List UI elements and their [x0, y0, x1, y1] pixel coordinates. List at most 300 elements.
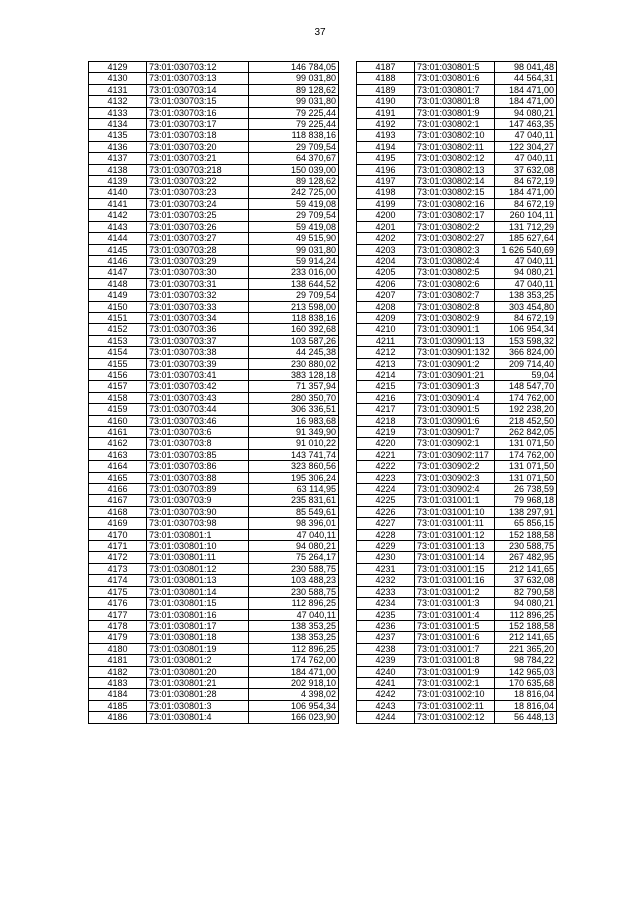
- value-cell: 64 370,67: [249, 153, 339, 164]
- cadastral-number-cell: 73:01:030801:4: [147, 712, 249, 723]
- cadastral-number-cell: 73:01:030703:90: [147, 506, 249, 517]
- cadastral-number-cell: 73:01:031001:6: [415, 632, 495, 643]
- row-number-cell: 4241: [357, 677, 415, 688]
- cadastral-number-cell: 73:01:031002:10: [415, 689, 495, 700]
- cadastral-number-cell: 73:01:030801:5: [415, 62, 495, 73]
- table-row: [357, 381, 557, 392]
- row-number-cell: 4170: [89, 529, 147, 540]
- cadastral-number-cell: 73:01:030703:13: [147, 73, 249, 84]
- table-row: [357, 62, 557, 73]
- value-cell: 212 141,65: [495, 632, 557, 643]
- value-cell: 85 549,61: [249, 506, 339, 517]
- table-row: [89, 575, 339, 586]
- value-cell: 112 896,25: [495, 609, 557, 620]
- value-cell: 174 762,00: [495, 392, 557, 403]
- cadastral-number-cell: 73:01:030703:21: [147, 153, 249, 164]
- value-cell: 267 482,95: [495, 552, 557, 563]
- row-number-cell: 4147: [89, 267, 147, 278]
- table-row: [89, 700, 339, 711]
- row-number-cell: 4166: [89, 484, 147, 495]
- value-cell: 212 141,65: [495, 563, 557, 574]
- value-cell: 131 071,50: [495, 472, 557, 483]
- row-number-cell: 4185: [89, 700, 147, 711]
- value-cell: 143 741,74: [249, 449, 339, 460]
- row-number-cell: 4162: [89, 438, 147, 449]
- cadastral-number-cell: 73:01:031001:7: [415, 643, 495, 654]
- cadastral-number-cell: 73:01:031001:11: [415, 518, 495, 529]
- row-number-cell: 4181: [89, 655, 147, 666]
- row-number-cell: 4138: [89, 164, 147, 175]
- row-number-cell: 4231: [357, 563, 415, 574]
- table-row: [357, 84, 557, 95]
- table-row: [89, 541, 339, 552]
- row-number-cell: 4150: [89, 301, 147, 312]
- row-number-cell: 4192: [357, 119, 415, 130]
- row-number-cell: 4145: [89, 244, 147, 255]
- value-cell: 49 515,90: [249, 233, 339, 244]
- value-cell: 131 071,50: [495, 461, 557, 472]
- table-row: [357, 620, 557, 631]
- table-row: [89, 666, 339, 677]
- value-cell: 89 128,62: [249, 176, 339, 187]
- row-number-cell: 4194: [357, 141, 415, 152]
- table-row: [357, 130, 557, 141]
- cadastral-number-cell: 73:01:030703:17: [147, 119, 249, 130]
- row-number-cell: 4186: [89, 712, 147, 723]
- table-row: [89, 312, 339, 323]
- cadastral-number-cell: 73:01:030902:2: [415, 461, 495, 472]
- value-cell: 94 080,21: [495, 598, 557, 609]
- value-cell: 98 784,22: [495, 655, 557, 666]
- row-number-cell: 4180: [89, 643, 147, 654]
- row-number-cell: 4193: [357, 130, 415, 141]
- cadastral-number-cell: 73:01:030802:5: [415, 267, 495, 278]
- table-row: [357, 506, 557, 517]
- table-row: [357, 244, 557, 255]
- value-cell: 138 353,25: [249, 620, 339, 631]
- value-cell: 153 598,32: [495, 335, 557, 346]
- row-number-cell: 4173: [89, 563, 147, 574]
- table-row: [357, 164, 557, 175]
- cadastral-number-cell: 73:01:030802:10: [415, 130, 495, 141]
- table-row: [89, 632, 339, 643]
- cadastral-number-cell: 73:01:031001:8: [415, 655, 495, 666]
- row-number-cell: 4175: [89, 586, 147, 597]
- value-cell: 118 838,16: [249, 130, 339, 141]
- row-number-cell: 4201: [357, 221, 415, 232]
- value-cell: 160 392,68: [249, 324, 339, 335]
- value-cell: 63 114,95: [249, 484, 339, 495]
- value-cell: 209 714,40: [495, 358, 557, 369]
- row-number-cell: 4168: [89, 506, 147, 517]
- row-number-cell: 4223: [357, 472, 415, 483]
- row-number-cell: 4203: [357, 244, 415, 255]
- table-row: [89, 358, 339, 369]
- table-row: [89, 495, 339, 506]
- table-row: [89, 620, 339, 631]
- row-number-cell: 4234: [357, 598, 415, 609]
- row-number-cell: 4177: [89, 609, 147, 620]
- value-cell: 1 626 540,69: [495, 244, 557, 255]
- table-row: [89, 119, 339, 130]
- value-cell: 99 031,80: [249, 96, 339, 107]
- row-number-cell: 4140: [89, 187, 147, 198]
- cadastral-number-cell: 73:01:030703:38: [147, 347, 249, 358]
- table-row: [357, 712, 557, 723]
- value-cell: 89 128,62: [249, 84, 339, 95]
- table-row: [89, 643, 339, 654]
- row-number-cell: 4206: [357, 278, 415, 289]
- cadastral-number-cell: 73:01:030802:27: [415, 233, 495, 244]
- table-row: [357, 689, 557, 700]
- cadastral-number-cell: 73:01:030801:18: [147, 632, 249, 643]
- cadastral-number-cell: 73:01:030902:3: [415, 472, 495, 483]
- cadastral-number-cell: 73:01:030801:10: [147, 541, 249, 552]
- row-number-cell: 4202: [357, 233, 415, 244]
- row-number-cell: 4182: [89, 666, 147, 677]
- table-row: [357, 278, 557, 289]
- value-cell: 152 188,58: [495, 620, 557, 631]
- row-number-cell: 4149: [89, 290, 147, 301]
- row-number-cell: 4217: [357, 404, 415, 415]
- table-row: [89, 552, 339, 563]
- value-cell: 44 564,31: [495, 73, 557, 84]
- cadastral-number-cell: 73:01:030801:1: [147, 529, 249, 540]
- cadastral-number-cell: 73:01:031001:5: [415, 620, 495, 631]
- table-row: [357, 312, 557, 323]
- row-number-cell: 4207: [357, 290, 415, 301]
- cadastral-number-cell: 73:01:030802:12: [415, 153, 495, 164]
- table-row: [89, 347, 339, 358]
- table-row: [89, 484, 339, 495]
- value-cell: 47 040,11: [249, 609, 339, 620]
- row-number-cell: 4188: [357, 73, 415, 84]
- cadastral-number-cell: 73:01:030703:218: [147, 164, 249, 175]
- table-row: [357, 598, 557, 609]
- value-cell: 29 709,54: [249, 141, 339, 152]
- table-row: [357, 210, 557, 221]
- value-cell: 147 463,35: [495, 119, 557, 130]
- cadastral-number-cell: 73:01:030801:3: [147, 700, 249, 711]
- row-number-cell: 4232: [357, 575, 415, 586]
- cadastral-number-cell: 73:01:031002:12: [415, 712, 495, 723]
- row-number-cell: 4133: [89, 107, 147, 118]
- row-number-cell: 4163: [89, 449, 147, 460]
- cadastral-number-cell: 73:01:030703:30: [147, 267, 249, 278]
- row-number-cell: 4225: [357, 495, 415, 506]
- value-cell: 56 448,13: [495, 712, 557, 723]
- row-number-cell: 4131: [89, 84, 147, 95]
- cadastral-number-cell: 73:01:030703:25: [147, 210, 249, 221]
- value-cell: 59 419,08: [249, 198, 339, 209]
- table-row: [357, 438, 557, 449]
- row-number-cell: 4230: [357, 552, 415, 563]
- table-row: [89, 518, 339, 529]
- cadastral-number-cell: 73:01:030802:9: [415, 312, 495, 323]
- value-cell: 82 790,58: [495, 586, 557, 597]
- value-cell: 84 672,19: [495, 176, 557, 187]
- value-cell: 59 419,08: [249, 221, 339, 232]
- cadastral-number-cell: 73:01:030703:88: [147, 472, 249, 483]
- cadastral-number-cell: 73:01:030801:19: [147, 643, 249, 654]
- table-row: [89, 198, 339, 209]
- row-number-cell: 4226: [357, 506, 415, 517]
- cadastral-number-cell: 73:01:030703:8: [147, 438, 249, 449]
- row-number-cell: 4191: [357, 107, 415, 118]
- value-cell: 29 709,54: [249, 210, 339, 221]
- cadastral-number-cell: 73:01:030801:17: [147, 620, 249, 631]
- cadastral-number-cell: 73:01:030802:16: [415, 198, 495, 209]
- row-number-cell: 4200: [357, 210, 415, 221]
- cadastral-number-cell: 73:01:030801:6: [415, 73, 495, 84]
- cadastral-number-cell: 73:01:030801:16: [147, 609, 249, 620]
- cadastral-number-cell: 73:01:030801:9: [415, 107, 495, 118]
- value-cell: 138 353,25: [249, 632, 339, 643]
- cadastral-number-cell: 73:01:030703:29: [147, 255, 249, 266]
- cadastral-number-cell: 73:01:030703:24: [147, 198, 249, 209]
- row-number-cell: 4157: [89, 381, 147, 392]
- row-number-cell: 4199: [357, 198, 415, 209]
- row-number-cell: 4215: [357, 381, 415, 392]
- row-number-cell: 4184: [89, 689, 147, 700]
- row-number-cell: 4197: [357, 176, 415, 187]
- table-row: [89, 506, 339, 517]
- cadastral-number-cell: 73:01:030901:6: [415, 415, 495, 426]
- table-row: [89, 96, 339, 107]
- table-row: [357, 107, 557, 118]
- table-row: [89, 267, 339, 278]
- table-row: [357, 472, 557, 483]
- cadastral-number-cell: 73:01:031001:1: [415, 495, 495, 506]
- row-number-cell: 4155: [89, 358, 147, 369]
- value-cell: 184 471,00: [249, 666, 339, 677]
- value-cell: 47 040,11: [495, 278, 557, 289]
- table-row: [357, 609, 557, 620]
- cadastral-number-cell: 73:01:030703:89: [147, 484, 249, 495]
- value-cell: 79 225,44: [249, 107, 339, 118]
- table-row: [357, 655, 557, 666]
- cadastral-number-cell: 73:01:031001:16: [415, 575, 495, 586]
- value-cell: 4 398,02: [249, 689, 339, 700]
- row-number-cell: 4233: [357, 586, 415, 597]
- cadastral-number-cell: 73:01:030703:20: [147, 141, 249, 152]
- row-number-cell: 4159: [89, 404, 147, 415]
- table-row: [357, 700, 557, 711]
- row-number-cell: 4198: [357, 187, 415, 198]
- table-row: [89, 153, 339, 164]
- cadastral-number-cell: 73:01:030802:8: [415, 301, 495, 312]
- value-cell: 131 712,29: [495, 221, 557, 232]
- row-number-cell: 4190: [357, 96, 415, 107]
- cadastral-number-cell: 73:01:030901:13: [415, 335, 495, 346]
- table-row: [89, 677, 339, 688]
- cadastral-number-cell: 73:01:031001:13: [415, 541, 495, 552]
- value-cell: 18 816,04: [495, 700, 557, 711]
- row-number-cell: 4179: [89, 632, 147, 643]
- value-cell: 91 010,22: [249, 438, 339, 449]
- table-row: [89, 563, 339, 574]
- cadastral-number-cell: 73:01:030802:1: [415, 119, 495, 130]
- row-number-cell: 4219: [357, 427, 415, 438]
- cadastral-number-cell: 73:01:030703:31: [147, 278, 249, 289]
- cadastral-number-cell: 73:01:030703:43: [147, 392, 249, 403]
- row-number-cell: 4209: [357, 312, 415, 323]
- table-row: [357, 404, 557, 415]
- cadastral-number-cell: 73:01:030802:11: [415, 141, 495, 152]
- value-cell: 383 128,18: [249, 369, 339, 380]
- row-number-cell: 4208: [357, 301, 415, 312]
- cadastral-number-cell: 73:01:030901:21: [415, 369, 495, 380]
- cadastral-number-cell: 73:01:030703:85: [147, 449, 249, 460]
- value-cell: 262 842,05: [495, 427, 557, 438]
- value-cell: 47 040,11: [495, 153, 557, 164]
- value-cell: 184 471,00: [495, 96, 557, 107]
- table-row: [357, 335, 557, 346]
- value-cell: 37 632,08: [495, 575, 557, 586]
- row-number-cell: 4136: [89, 141, 147, 152]
- row-number-cell: 4237: [357, 632, 415, 643]
- value-cell: 166 023,90: [249, 712, 339, 723]
- value-cell: 112 896,25: [249, 643, 339, 654]
- cadastral-number-cell: 73:01:030901:4: [415, 392, 495, 403]
- table-row: [357, 301, 557, 312]
- table-row: [89, 586, 339, 597]
- value-cell: 18 816,04: [495, 689, 557, 700]
- row-number-cell: 4195: [357, 153, 415, 164]
- row-number-cell: 4204: [357, 255, 415, 266]
- cadastral-number-cell: 73:01:031002:11: [415, 700, 495, 711]
- value-cell: 148 547,70: [495, 381, 557, 392]
- table-row: [357, 449, 557, 460]
- value-cell: 103 587,26: [249, 335, 339, 346]
- table-row: [357, 324, 557, 335]
- value-cell: 84 672,19: [495, 198, 557, 209]
- cadastral-number-cell: 73:01:030902:117: [415, 449, 495, 460]
- cadastral-number-cell: 73:01:030901:1: [415, 324, 495, 335]
- cadastral-number-cell: 73:01:031001:2: [415, 586, 495, 597]
- cadastral-number-cell: 73:01:030802:15: [415, 187, 495, 198]
- table-row: [89, 712, 339, 723]
- cadastral-number-cell: 73:01:030703:37: [147, 335, 249, 346]
- table-row: [357, 221, 557, 232]
- value-cell: 131 071,50: [495, 438, 557, 449]
- row-number-cell: 4160: [89, 415, 147, 426]
- table-row: [357, 119, 557, 130]
- table-row: [89, 187, 339, 198]
- cadastral-number-cell: 73:01:030703:44: [147, 404, 249, 415]
- value-cell: 94 080,21: [495, 107, 557, 118]
- table-row: [357, 541, 557, 552]
- value-cell: 65 856,15: [495, 518, 557, 529]
- cadastral-number-cell: 73:01:031002:1: [415, 677, 495, 688]
- row-number-cell: 4135: [89, 130, 147, 141]
- value-cell: 106 954,34: [495, 324, 557, 335]
- value-cell: 79 968,18: [495, 495, 557, 506]
- row-number-cell: 4187: [357, 62, 415, 73]
- table-row: [89, 255, 339, 266]
- value-cell: 118 838,16: [249, 312, 339, 323]
- cadastral-number-cell: 73:01:030801:21: [147, 677, 249, 688]
- cadastral-number-cell: 73:01:030703:34: [147, 312, 249, 323]
- row-number-cell: 4151: [89, 312, 147, 323]
- right-table-body: [357, 62, 557, 724]
- table-row: [89, 176, 339, 187]
- cadastral-number-cell: 73:01:030703:27: [147, 233, 249, 244]
- row-number-cell: 4134: [89, 119, 147, 130]
- cadastral-number-cell: 73:01:030703:42: [147, 381, 249, 392]
- left-table-body: [89, 62, 339, 724]
- value-cell: 260 104,11: [495, 210, 557, 221]
- row-number-cell: 4139: [89, 176, 147, 187]
- row-number-cell: 4224: [357, 484, 415, 495]
- row-number-cell: 4189: [357, 84, 415, 95]
- table-row: [357, 358, 557, 369]
- value-cell: 138 644,52: [249, 278, 339, 289]
- row-number-cell: 4211: [357, 335, 415, 346]
- row-number-cell: 4176: [89, 598, 147, 609]
- table-row: [89, 655, 339, 666]
- row-number-cell: 4174: [89, 575, 147, 586]
- value-cell: 84 672,19: [495, 312, 557, 323]
- row-number-cell: 4152: [89, 324, 147, 335]
- table-row: [89, 472, 339, 483]
- table-row: [357, 347, 557, 358]
- value-cell: 303 454,80: [495, 301, 557, 312]
- table-row: [89, 210, 339, 221]
- table-row: [357, 427, 557, 438]
- table-row: [89, 278, 339, 289]
- row-number-cell: 4183: [89, 677, 147, 688]
- table-row: [357, 96, 557, 107]
- right-register-table: [356, 61, 557, 724]
- cadastral-number-cell: 73:01:030901:132: [415, 347, 495, 358]
- row-number-cell: 4158: [89, 392, 147, 403]
- cadastral-number-cell: 73:01:030802:17: [415, 210, 495, 221]
- value-cell: 29 709,54: [249, 290, 339, 301]
- cadastral-number-cell: 73:01:030703:32: [147, 290, 249, 301]
- value-cell: 306 336,51: [249, 404, 339, 415]
- row-number-cell: 4213: [357, 358, 415, 369]
- cadastral-number-cell: 73:01:030703:36: [147, 324, 249, 335]
- cadastral-number-cell: 73:01:030802:4: [415, 255, 495, 266]
- table-row: [357, 141, 557, 152]
- row-number-cell: 4164: [89, 461, 147, 472]
- table-row: [89, 449, 339, 460]
- row-number-cell: 4172: [89, 552, 147, 563]
- value-cell: 280 350,70: [249, 392, 339, 403]
- cadastral-number-cell: 73:01:030802:7: [415, 290, 495, 301]
- value-cell: 122 304,27: [495, 141, 557, 152]
- table-row: [89, 141, 339, 152]
- value-cell: 184 471,00: [495, 187, 557, 198]
- table-row: [89, 392, 339, 403]
- row-number-cell: 4132: [89, 96, 147, 107]
- row-number-cell: 4137: [89, 153, 147, 164]
- value-cell: 242 725,00: [249, 187, 339, 198]
- table-row: [89, 427, 339, 438]
- cadastral-number-cell: 73:01:030801:28: [147, 689, 249, 700]
- value-cell: 138 353,25: [495, 290, 557, 301]
- table-row: [357, 415, 557, 426]
- cadastral-number-cell: 73:01:030703:26: [147, 221, 249, 232]
- cadastral-number-cell: 73:01:030801:14: [147, 586, 249, 597]
- table-row: [89, 107, 339, 118]
- table-row: [89, 244, 339, 255]
- table-row: [89, 324, 339, 335]
- row-number-cell: 4236: [357, 620, 415, 631]
- table-row: [89, 130, 339, 141]
- value-cell: 47 040,11: [495, 255, 557, 266]
